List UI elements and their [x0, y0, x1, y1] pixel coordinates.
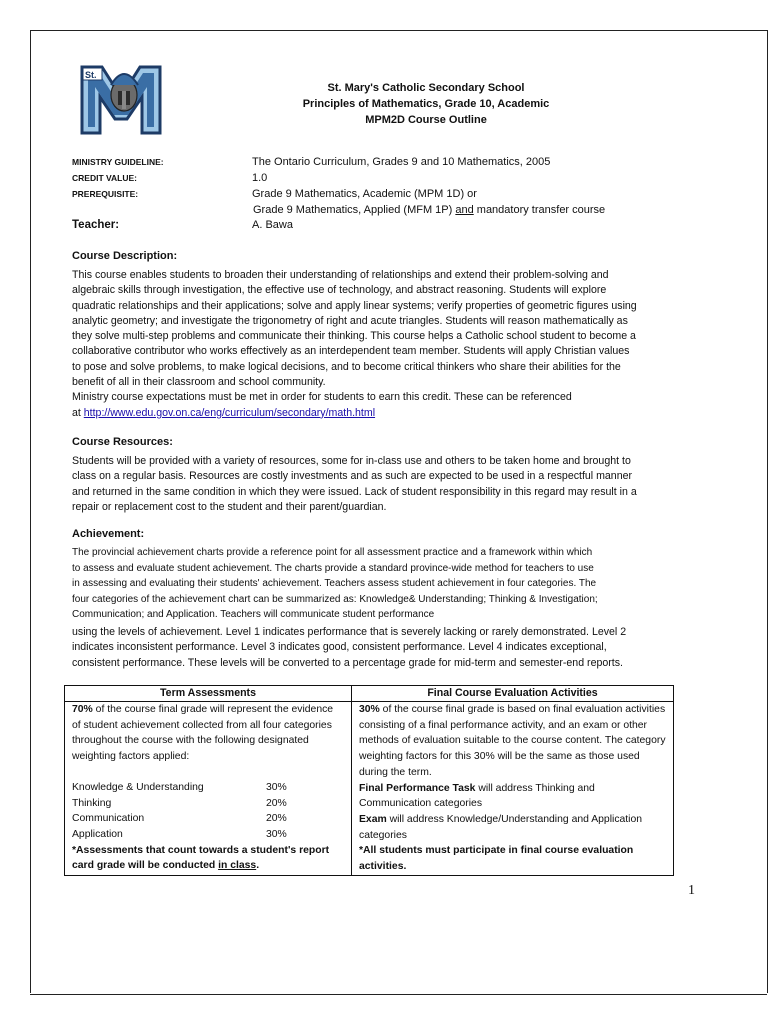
- description-line: benefit of all in their classroom and school community.: [72, 376, 326, 389]
- school-logo: [80, 63, 162, 137]
- achievement-body: [72, 625, 702, 671]
- description-line: quadratic relationships and their applications; solve and apply linear systems; verify properties of geometric figures using: [72, 299, 637, 312]
- participation-note: *All students must participate in final course evaluation activities.: [359, 845, 634, 873]
- term-assessments-cell: [65, 702, 352, 876]
- teacher-label: Teacher:: [72, 219, 120, 231]
- footer-rule: [30, 994, 767, 995]
- achievement-body-small: [72, 545, 702, 623]
- credit-value: 1.0: [252, 172, 268, 184]
- evaluation-table: [64, 685, 674, 876]
- description-title: Course Description:: [72, 250, 178, 262]
- achievement-title: Achievement:: [72, 528, 145, 540]
- final-task-note: Final Performance Task will address Thinking and Communication categories: [359, 782, 595, 810]
- ministry-value: The Ontario Curriculum, Grades 9 and 10 Mathematics, 2005: [252, 156, 551, 168]
- prereq-value-2: Grade 9 Mathematics, Applied (MFM 1P) and mandatory transfer course: [253, 204, 606, 216]
- prereq-value-1: Grade 9 Mathematics, Academic (MPM 1D) or: [252, 188, 477, 200]
- curriculum-link[interactable]: http://www.edu.gov.on.ca/eng/curriculum/secondary/math.html: [83, 406, 376, 419]
- ministry-label: MINISTRY GUIDELINE:: [72, 157, 164, 167]
- reference-line: at http://www.edu.gov.on.ca/eng/curriculum/secondary/math.html: [72, 406, 376, 419]
- description-line: This course enables students to broaden their understanding of relationships and extend their problem-solving and: [72, 269, 609, 281]
- achievement-line: The provincial achievement charts provide a reference point for all assessment practice and a framework within which: [72, 547, 593, 558]
- prereq-and: and: [455, 204, 474, 216]
- exam-note: Exam will address Knowledge/Understanding and Application categories: [359, 813, 643, 841]
- resources-body: [72, 454, 702, 515]
- description-line: they solve multi-step problems and communicate their thinking. This course helps a Catholic school student to become a: [72, 330, 636, 343]
- weighting-row: Thinking 20%: [72, 797, 287, 809]
- resources-line: class on a regular basis. Resources are costly investments and as such are expected to be used in a respectful manner: [72, 470, 632, 483]
- achievement-line: using the levels of achievement. Level 1 indicates performance that is severely lacking or rarely demonstrated. Level 2: [72, 626, 627, 638]
- final-evaluation-header: Final Course Evaluation Activities: [352, 686, 674, 702]
- resources-line: repair or replacement cost to the student and their parent/guardian.: [72, 500, 387, 513]
- achievement-line: Communication; and Application. Teachers will communicate student performance: [72, 609, 435, 620]
- document-header: [230, 80, 622, 128]
- final-intro: 30% of the course final grade is based on final evaluation activities consisting of a final performance activity, and an exam or other methods of evaluation suitable to the course content. The category weighting factors for this 30% will be the same as those used during the term.: [359, 704, 666, 778]
- achievement-line: consistent performance. These levels will be converted to a percentage grade for mid-term and semester-end reports.: [72, 656, 623, 669]
- resources-line: Students will be provided with a variety of resources, some for in-class use and others to be taken home and brought to: [72, 455, 631, 467]
- resources-title: Course Resources:: [72, 436, 173, 448]
- description-line: analytic geometry; and investigate the trigonometry of right and acute triangles. Students will reason mathematically as: [72, 314, 628, 327]
- logo-text: St.: [85, 70, 97, 80]
- prereq-label: PREREQUISITE:: [72, 189, 139, 199]
- term-assessments-header: Term Assessments: [65, 686, 352, 702]
- description-line: algebraic skills through investigation, the effective use of technology, and abstract reasoning. Students will explore: [72, 284, 607, 297]
- in-class-note: *Assessments that count towards a student's report card grade will be conducted in class.: [72, 844, 330, 872]
- description-line: Ministry course expectations must be met in order for students to earn this credit. These can be referenced: [72, 391, 572, 404]
- term-intro: 70% of the course final grade will represent the evidence of student achievement collected from all four categories throughout the course with the following designated weighting factors applied:: [72, 704, 334, 763]
- credit-label: CREDIT VALUE:: [72, 173, 138, 183]
- outline-title: MPM2D Course Outline: [365, 114, 487, 126]
- course-name: Principles of Mathematics, Grade 10, Academic: [302, 98, 550, 110]
- weighting-row: Knowledge & Understanding 30%: [72, 781, 287, 793]
- achievement-line: four categories of the achievement chart can be summarized as: Knowledge& Understanding; Thinking & Investigation;: [72, 593, 598, 605]
- school-name: St. Mary's Catholic Secondary School: [327, 82, 525, 94]
- final-evaluation-cell: [352, 702, 674, 876]
- description-line: to pose and solve problems, to make logical decisions, and to become critical thinkers who share their abilities for the: [72, 360, 621, 373]
- achievement-line: in assessing and evaluating their students' achievement. Teachers assess student achievement in four categories. The: [72, 578, 597, 589]
- teacher-value: A. Bawa: [252, 219, 293, 231]
- description-line: collaborative contributor who works effectively as an interdependent team member. Students will apply Christian values: [72, 345, 630, 358]
- resources-line: and returned in the same condition in which they were issued. Lack of student responsibility in this regard may result in a: [72, 485, 637, 498]
- page-number: 1: [688, 883, 695, 898]
- weighting-row: Communication 20%: [72, 813, 287, 825]
- achievement-line: to assess and evaluate student achievement. The charts provide a standard province-wide method for teachers to use: [72, 562, 594, 574]
- achievement-line: indicates inconsistent performance. Level 3 indicates good, consistent performance. Level 4 indicates exceptional,: [72, 641, 607, 654]
- weighting-row: Application 30%: [72, 828, 287, 840]
- description-body: [72, 268, 702, 421]
